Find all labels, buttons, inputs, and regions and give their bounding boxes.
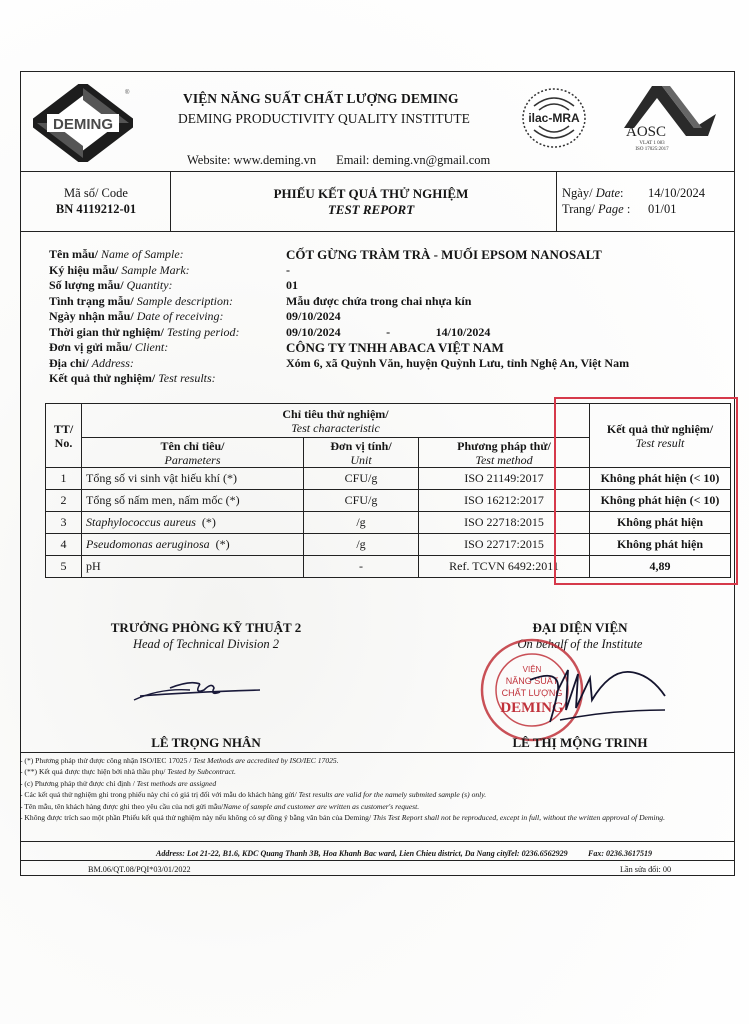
email-link[interactable]: Email: deming.vn@gmail.com <box>336 153 491 167</box>
svg-text:VLAT 1 083: VLAT 1 083 <box>639 141 665 146</box>
info-row-sample-name: Tên mẫu/ Name of Sample: CỐT GỪNG TRÀM TRÀ - MUỐI EPSOM NANOSALT <box>49 247 602 262</box>
footer-tel: Tel: 0236.6562929 <box>507 849 568 858</box>
table-row: 2 Tổng số nấm men, nấm mốc (*) CFU/g ISO 16212:2017 Không phát hiện (< 10) <box>46 490 731 512</box>
divider <box>556 171 557 231</box>
divider <box>20 752 735 753</box>
table-header-row <box>46 404 731 438</box>
revision: Lần sửa đổi: 00 <box>620 865 672 874</box>
result-cell: Không phát hiện (< 10) <box>590 490 731 512</box>
divider <box>170 171 171 231</box>
info-row-client: Đơn vị gửi mẫu/ Client: CÔNG TY TNHH ABACA VIỆT NAM <box>49 340 504 355</box>
header-characteristic: Chỉ tiêu thử nghiệm/ Test characteristic <box>82 404 590 438</box>
left-signer-title: TRƯỞNG PHÒNG KỸ THUẬT 2 <box>110 620 302 635</box>
sample-info <box>49 247 629 387</box>
report-title-en: TEST REPORT <box>327 202 415 217</box>
right-signer-title: ĐẠI DIỆN VIỆN <box>532 620 628 635</box>
info-row-date-received: Ngày nhận mẫu/ Date of receiving: 09/10/2024 <box>49 309 341 323</box>
note-3: - (c) Phương pháp thử được chỉ định / Test methods are assigned <box>20 778 217 788</box>
left-signature-icon <box>130 668 270 708</box>
results-table <box>45 403 731 578</box>
table-row: 3 Staphylococcus aureus (*) /g ISO 22718:2015 Không phát hiện <box>46 512 731 534</box>
note-4: - Các kết quả thử nghiệm ghi trong phiếu này chỉ có giá trị đối với mẫu do khách hàng gửi/ Test results are valid for the namely submited sample (s) only. <box>20 790 487 800</box>
aosc-logo-icon <box>612 84 722 152</box>
table-row: 4 Pseudomonas aeruginosa (*) /g ISO 22717:2015 Không phát hiện <box>46 534 731 556</box>
info-row-testing-period: Thời gian thử nghiệm/ Testing period: 09/10/2024 - 14/10/2024 <box>49 324 491 339</box>
info-row-address: Địa chỉ/ Address: Xóm 6, xã Quỳnh Văn, huyện Quỳnh Lưu, tỉnh Nghệ An, Việt Nam <box>49 355 630 370</box>
deming-logo-icon <box>33 84 133 162</box>
result-cell: 4,89 <box>590 556 731 578</box>
header-parameters: Tên chỉ tiêu/ Parameters <box>82 438 304 468</box>
svg-text:CHẤT LƯỢNG: CHẤT LƯỢNG <box>501 688 563 698</box>
note-1: - (*) Phương pháp thử được công nhận ISO/IEC 17025 / Test Methods are accredited by ISO/IEC 17025. <box>20 756 339 765</box>
note-6: - Không được trích sao một phần Phiếu kết quả thử nghiệm này nếu không có sự đồng ý bằng văn bản của Deming/ This Test Report shall not be reproduced, except in full, without the written approval of Deming. <box>20 813 666 823</box>
left-signer-name: LÊ TRỌNG NHÂN <box>151 735 261 750</box>
divider <box>20 231 735 232</box>
ilac-mra-logo-icon <box>520 86 588 150</box>
right-signature-icon <box>520 660 670 730</box>
website-link[interactable]: Website: www.deming.vn <box>187 153 317 167</box>
footer-fax: Fax: 0236.3617519 <box>588 849 652 858</box>
table-row: 1 Tổng số vi sinh vật hiếu khí (*) CFU/g ISO 21149:2017 Không phát hiện (< 10) <box>46 468 731 490</box>
report-title-vn: PHIẾU KẾT QUẢ THỬ NGHIỆM <box>273 186 469 201</box>
code-value: BN 4119212-01 <box>55 202 137 216</box>
table-row: 5 pH - Ref. TCVN 6492:2011 4,89 <box>46 556 731 578</box>
svg-text:DEMING: DEMING <box>500 700 564 716</box>
page-value: 01/01 <box>648 202 677 216</box>
page-row: Trang/ Page : 01/01 <box>562 202 677 216</box>
header-result: Kết quả thử nghiệm/ Test result <box>590 404 731 468</box>
date-row: Ngày/ Date: 14/10/2024 <box>562 186 705 200</box>
institute-name-en: DEMING PRODUCTIVITY QUALITY INSTITUTE <box>178 111 470 126</box>
svg-text:ISO 17025:2017: ISO 17025:2017 <box>635 147 669 152</box>
header-unit: Đơn vị tính/ Unit <box>304 438 419 468</box>
note-5: - Tên mẫu, tên khách hàng được ghi theo yêu cầu của nơi gửi mẫu/Name of sample and customer are written as customer's request. <box>20 801 420 811</box>
svg-text:NĂNG SUẤT: NĂNG SUẤT <box>505 676 559 686</box>
right-signer-name: LÊ THỊ MỘNG TRINH <box>512 735 648 750</box>
note-2: - (**) Kết quả được thực hiện bởi nhà thầu phụ/ Tested by Subcontract. <box>20 767 236 777</box>
date-value: 14/10/2024 <box>648 186 705 200</box>
form-code: BM.06/QT.08/PQI*03/01/2022 <box>88 865 191 874</box>
sample-name-value: CỐT GỪNG TRÀM TRÀ - MUỐI EPSOM NANOSALT <box>286 247 602 262</box>
result-cell: Không phát hiện (< 10) <box>590 468 731 490</box>
notes <box>20 755 733 823</box>
info-row-test-results: Kết quả thử nghiệm/ Test results: <box>49 371 216 385</box>
right-signer-subtitle: On behalf of the Institute <box>517 637 643 651</box>
divider <box>20 171 735 172</box>
deming-logo-text: DEMING <box>53 116 113 133</box>
result-cell: Không phát hiện <box>590 512 731 534</box>
aosc-logo-text: AOSC <box>625 124 667 140</box>
header-no: TT/ No. <box>46 404 82 468</box>
divider <box>20 841 735 842</box>
ilac-logo-text: ilac-MRA <box>528 111 580 125</box>
institute-name-vn: VIỆN NĂNG SUẤT CHẤT LƯỢNG DEMING <box>183 91 459 106</box>
header-method: Phương pháp thử/ Test method <box>419 438 590 468</box>
code-label: Mã số/ Code <box>64 186 128 200</box>
info-row-description: Tình trạng mẫu/ Sample description: Mẫu được chứa trong chai nhựa kín <box>49 293 472 308</box>
svg-text:®: ® <box>125 90 130 96</box>
svg-text:VIỆN: VIỆN <box>522 665 542 674</box>
info-row-quantity: Số lượng mẫu/ Quantity: 01 <box>49 278 298 292</box>
footer-address: Address: Lot 21-22, B1.6, KDC Quang Thanh 3B, Hoa Khanh Bac ward, Lien Chieu district, Da Nang city <box>156 849 509 858</box>
left-signer-subtitle: Head of Technical Division 2 <box>132 637 280 651</box>
info-row-sample-mark: Ký hiệu mẫu/ Sample Mark: - <box>49 262 290 277</box>
result-cell: Không phát hiện <box>590 534 731 556</box>
contact-line <box>187 153 490 168</box>
divider <box>20 860 735 861</box>
